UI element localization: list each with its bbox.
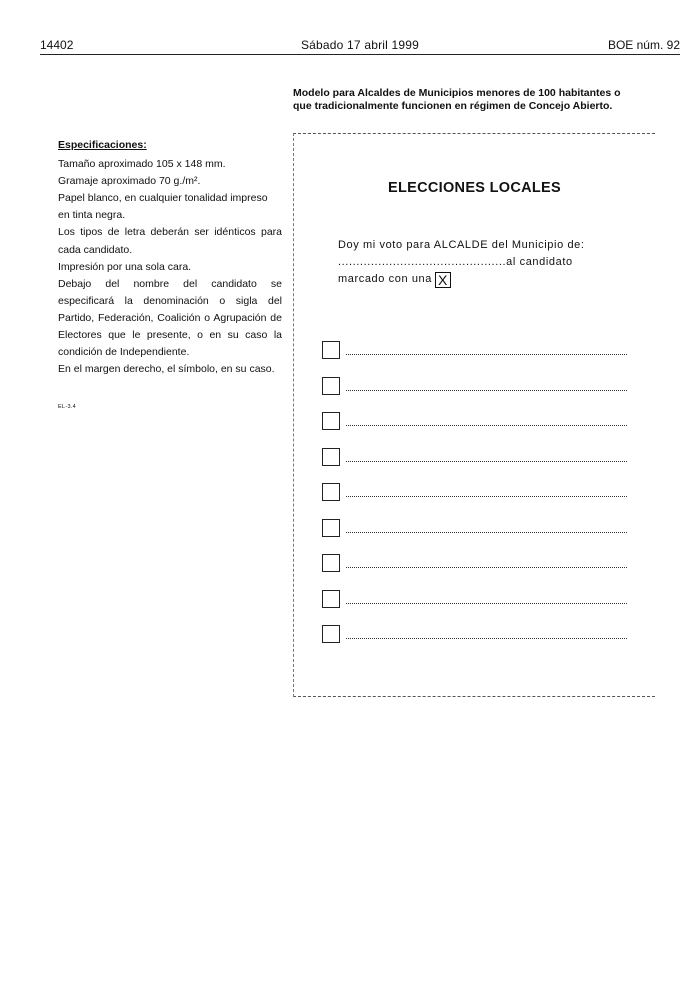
- spec-line: Tamaño aproximado 105 x 148 mm.: [58, 158, 226, 171]
- candidate-checkbox[interactable]: [322, 483, 340, 501]
- candidate-row: [322, 448, 627, 466]
- page-header: [40, 38, 680, 55]
- publication-date: Sábado 17 abril 1999: [300, 38, 420, 52]
- specifications: [58, 137, 282, 378]
- candidate-name-line: [346, 354, 627, 355]
- model-title-line: que tradicionalmente funcionen en régimen de Concejo Abierto.: [293, 100, 613, 112]
- candidate-checkbox[interactable]: [322, 519, 340, 537]
- spec-line: Los tipos de letra deberán ser idénticos para cada candidato.: [58, 226, 282, 256]
- candidate-name-line: [346, 425, 627, 426]
- candidate-name-line: [346, 603, 627, 604]
- spec-line: Impresión por una sola cara.: [58, 260, 192, 273]
- candidate-row: [322, 483, 627, 501]
- candidate-row: [322, 554, 627, 572]
- spec-line: Gramaje aproximado 70 g./m².: [58, 175, 201, 188]
- vote-instruction: [338, 237, 628, 288]
- ballot-title: ELECCIONES LOCALES: [388, 180, 561, 196]
- candidate-checkbox[interactable]: [322, 590, 340, 608]
- candidate-row: [322, 625, 627, 643]
- spec-line: Debajo del nombre del candidato se especificará la denominación o sigla del Partido, Federación, Coalición o Agrupación de Electores que le presente, o en su caso la condición de Independiente.: [58, 277, 282, 359]
- candidate-checkbox[interactable]: [322, 341, 340, 359]
- candidate-checkbox[interactable]: [322, 412, 340, 430]
- model-code: EL-3.4: [58, 404, 77, 410]
- model-title: [293, 87, 673, 113]
- spec-line: En el margen derecho, el símbolo, en su caso.: [58, 363, 275, 376]
- journal-issue: BOE núm. 92: [607, 38, 680, 52]
- candidate-name-line: [346, 532, 627, 533]
- x-mark-icon: X: [435, 272, 451, 288]
- candidate-checkbox[interactable]: [322, 377, 340, 395]
- model-title-line: Modelo para Alcaldes de Municipios menores de 100 habitantes o: [293, 87, 621, 99]
- specifications-heading: Especificaciones:: [58, 139, 147, 151]
- candidate-row: [322, 590, 627, 608]
- candidate-checkbox[interactable]: [322, 448, 340, 466]
- candidate-checkbox[interactable]: [322, 625, 340, 643]
- spec-line: Papel blanco, en cualquier tonalidad impreso en tinta negra.: [58, 192, 268, 222]
- candidate-row: [322, 412, 627, 430]
- candidate-name-line: [346, 496, 627, 497]
- candidate-name-line: [346, 390, 627, 391]
- ballot-paper: [293, 133, 655, 697]
- vote-line: Doy mi voto para ALCALDE del Municipio de:: [338, 239, 585, 251]
- candidate-checkbox[interactable]: [322, 554, 340, 572]
- candidate-name-line: [346, 461, 627, 462]
- candidate-row: [322, 341, 627, 359]
- candidate-name-line: [346, 638, 627, 639]
- page-number: 14402: [40, 38, 74, 52]
- vote-line: [338, 271, 628, 288]
- candidate-row: [322, 377, 627, 395]
- vote-line-text: marcado con una: [338, 273, 432, 285]
- candidate-name-line: [346, 567, 627, 568]
- candidate-row: [322, 519, 627, 537]
- vote-line: ..............................................al candidato: [338, 256, 573, 268]
